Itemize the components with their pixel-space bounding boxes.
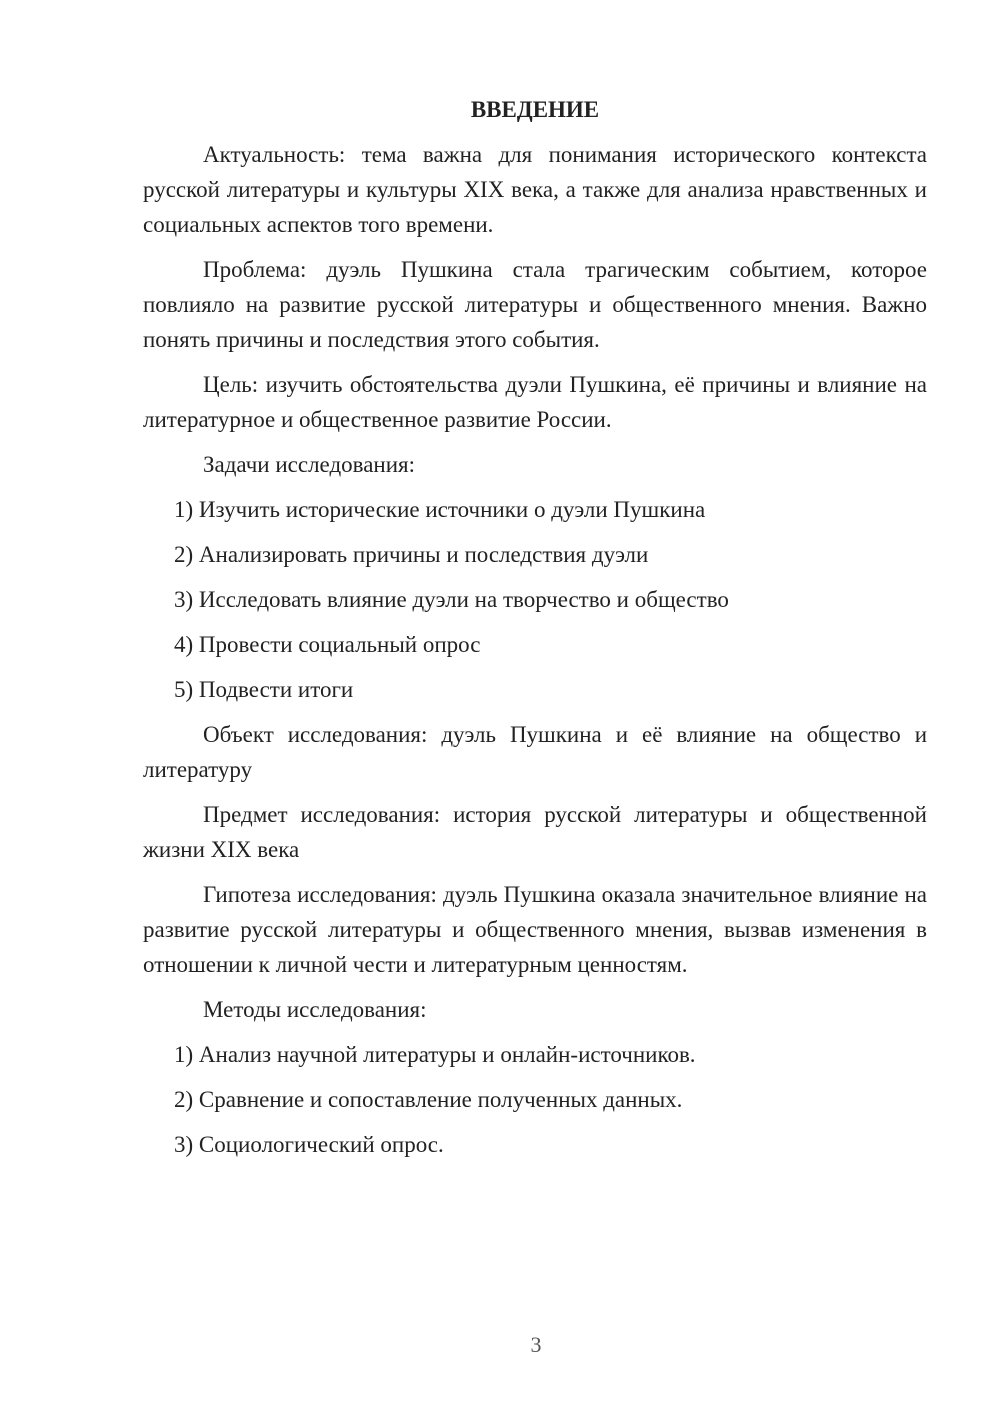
- page-number: 3: [530, 1332, 542, 1357]
- tasks-list: [143, 492, 927, 707]
- paragraph-object: Объект исследования: дуэль Пушкина и её влияние на общество и литературу: [143, 722, 927, 782]
- page-content: [143, 92, 927, 1162]
- paragraph-goal: Цель: изучить обстоятельства дуэли Пушкина, её причины и влияние на литературное и общественное развитие России.: [143, 372, 927, 432]
- paragraph-subject: Предмет исследования: история русской литературы и общественной жизни XIX века: [143, 802, 927, 862]
- list-item: 1) Анализ научной литературы и онлайн-источников.: [174, 1042, 696, 1067]
- paragraph-hypothesis: Гипотеза исследования: дуэль Пушкина оказала значительное влияние на развитие русской литературы и общественного мнения, вызвав изменения в отношении к личной чести и литературным ценностям.: [143, 882, 927, 977]
- methods-title: Методы исследования:: [203, 997, 427, 1022]
- list-item: 3) Исследовать влияние дуэли на творчество и общество: [174, 587, 729, 612]
- list-item: 5) Подвести итоги: [174, 677, 354, 702]
- list-item: 1) Изучить исторические источники о дуэли Пушкина: [174, 497, 706, 522]
- list-item: 4) Провести социальный опрос: [174, 632, 481, 657]
- methods-list: [143, 1037, 927, 1162]
- paragraph-relevance: Актуальность: тема важна для понимания исторического контекста русской литературы и культуры XIX века, а также для анализа нравственных и социальных аспектов того времени.: [143, 142, 927, 237]
- list-item: 3) Социологический опрос.: [174, 1132, 444, 1157]
- tasks-title: Задачи исследования:: [203, 452, 416, 477]
- list-item: 2) Анализировать причины и последствия дуэли: [174, 542, 649, 567]
- paragraph-problem: Проблема: дуэль Пушкина стала трагическим событием, которое повлияло на развитие русской литературы и общественного мнения. Важно понять причины и последствия этого события.: [143, 257, 927, 352]
- section-heading: ВВЕДЕНИЕ: [470, 97, 600, 122]
- list-item: 2) Сравнение и сопоставление полученных данных.: [174, 1087, 683, 1112]
